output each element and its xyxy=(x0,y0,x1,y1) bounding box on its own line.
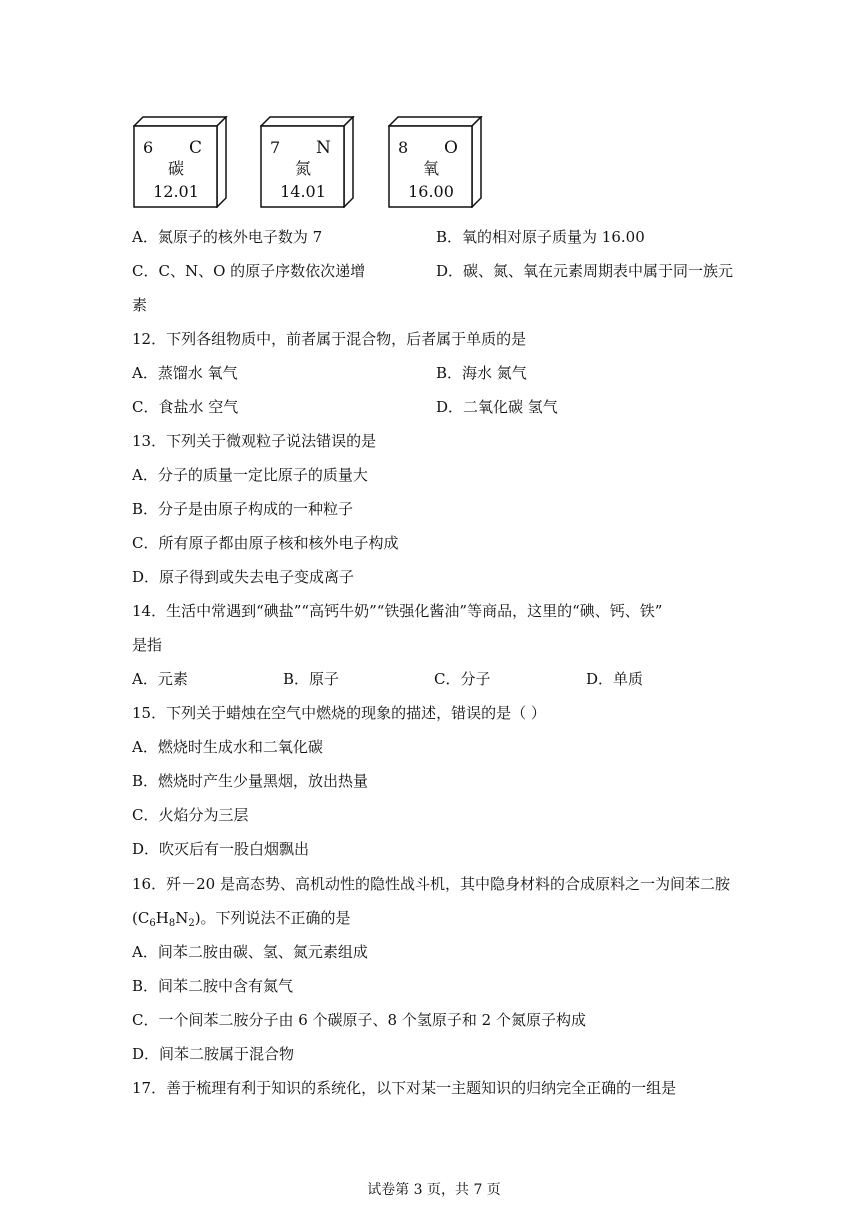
atomic-mass: 14.01 xyxy=(280,182,326,201)
q14-option-b: B．原子 xyxy=(283,670,340,688)
formula-subscript: 2 xyxy=(188,918,195,929)
q16-option-a: A．间苯二胺由碳、氢、氮元素组成 xyxy=(132,943,368,961)
element-card-carbon xyxy=(133,116,229,208)
q15-stem: 15．下列关于蜡烛在空气中燃烧的现象的描述，错误的是（ ） xyxy=(132,704,546,722)
atomic-mass: 16.00 xyxy=(408,182,454,201)
q11-option-b: B．氧的相对原子质量为 16.00 xyxy=(436,228,645,246)
page-footer: 试卷第 3 页，共 7 页 xyxy=(367,1182,501,1198)
atomic-mass: 12.01 xyxy=(153,182,199,201)
element-name: 氮 xyxy=(294,159,311,178)
q16-stem: 16．歼－20 是高态势、高机动性的隐性战斗机，其中隐身材料的合成原料之一为间苯二胺 xyxy=(132,875,730,893)
q16-formula-line xyxy=(132,908,351,934)
q17-stem: 17．善于梳理有利于知识的系统化，以下对某一主题知识的归纳完全正确的一组是 xyxy=(132,1079,677,1097)
q13-stem: 13．下列关于微观粒子说法错误的是 xyxy=(132,432,377,450)
q13-option-a: A．分子的质量一定比原子的质量大 xyxy=(132,466,368,484)
q11-option-a: A．氮原子的核外电子数为 7 xyxy=(132,228,323,246)
q12-stem: 12．下列各组物质中，前者属于混合物，后者属于单质的是 xyxy=(132,330,527,348)
atomic-number: 8 xyxy=(398,138,409,157)
q13-option-b: B．分子是由原子构成的一种粒子 xyxy=(132,500,354,518)
q14-option-a: A．元素 xyxy=(132,670,188,688)
q12-option-c: C．食盐水 空气 xyxy=(132,398,239,416)
q14-option-d: D．单质 xyxy=(586,670,644,688)
q15-option-b: B．燃烧时产生少量黑烟，放出热量 xyxy=(132,772,369,790)
formula-close: )。下列说法不正确的是 xyxy=(194,909,351,927)
q12-option-b: B．海水 氮气 xyxy=(436,364,527,382)
element-name: 氧 xyxy=(422,159,439,178)
q14-stem: 14．生活中常遇到“碘盐”“高钙牛奶”“铁强化酱油”等商品，这里的“碘、钙、铁” xyxy=(132,602,663,620)
q14-option-c: C．分子 xyxy=(434,670,491,688)
element-symbol: O xyxy=(444,138,458,158)
q14-stem-continued: 是指 xyxy=(132,636,163,654)
element-card-nitrogen xyxy=(260,116,356,208)
formula-element: H xyxy=(155,909,169,927)
element-name: 碳 xyxy=(167,159,184,178)
q12-option-d: D．二氧化碳 氢气 xyxy=(436,398,558,416)
element-card-oxygen xyxy=(388,116,484,208)
element-symbol: N xyxy=(316,138,331,158)
formula-open: (C xyxy=(132,909,150,927)
element-symbol: C xyxy=(189,138,203,158)
formula-subscript: 8 xyxy=(168,918,176,929)
element-cards xyxy=(133,116,493,211)
formula-element: N xyxy=(175,909,189,927)
q11-option-d: D．碳、氮、氧在元素周期表中属于同一族元 xyxy=(436,262,734,280)
q15-option-a: A．燃烧时生成水和二氧化碳 xyxy=(132,738,323,756)
atomic-number: 6 xyxy=(143,138,154,157)
q15-option-d: D．吹灭后有一股白烟飘出 xyxy=(132,840,310,858)
q11-option-d-continued: 素 xyxy=(132,296,148,314)
q13-option-c: C．所有原子都由原子核和核外电子构成 xyxy=(132,534,399,552)
q16-option-d: D．间苯二胺属于混合物 xyxy=(132,1045,295,1063)
q13-option-d: D．原子得到或失去电子变成离子 xyxy=(132,568,355,586)
q16-option-b: B．间苯二胺中含有氮气 xyxy=(132,977,294,995)
formula-subscript: 6 xyxy=(149,918,156,929)
q11-option-c: C．C、N、O 的原子序数依次递增 xyxy=(132,262,366,280)
q16-option-c: C．一个间苯二胺分子由 6 个碳原子、8 个氢原子和 2 个氮原子构成 xyxy=(132,1011,586,1029)
atomic-number: 7 xyxy=(270,138,281,157)
q12-option-a: A．蒸馏水 氧气 xyxy=(132,364,238,382)
q15-option-c: C．火焰分为三层 xyxy=(132,806,249,824)
